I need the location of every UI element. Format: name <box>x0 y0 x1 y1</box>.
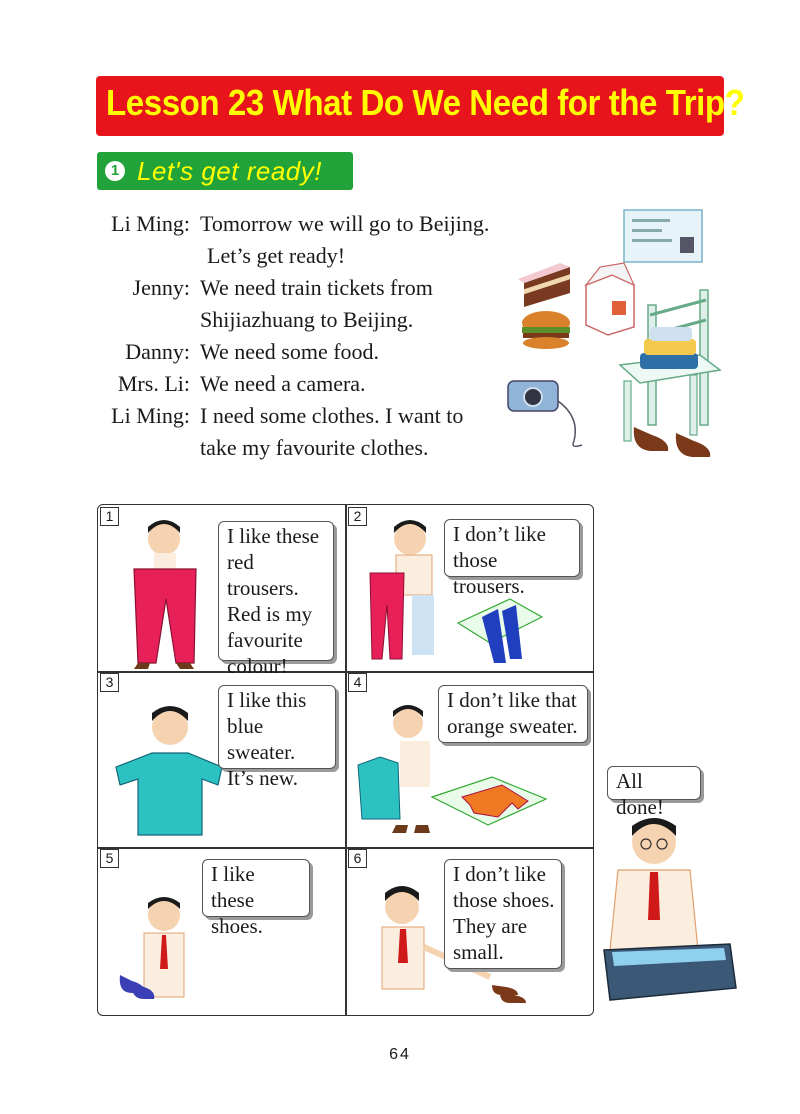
train-ticket-icon <box>624 210 702 262</box>
speech-text: I need some clothes. I want to <box>200 403 464 428</box>
boy-packing-suitcase <box>598 810 738 1006</box>
trip-items-illustration <box>500 205 740 475</box>
section-heading <box>97 152 353 190</box>
panel-number: 2 <box>348 507 367 526</box>
bubble-text: colour! <box>227 654 288 678</box>
bubble-text: I don’t like that <box>447 688 577 712</box>
page-number: 64 <box>389 1046 411 1063</box>
bubble-text: It’s new. <box>227 766 298 790</box>
speech-bubble <box>218 521 334 678</box>
panel-number: 5 <box>100 849 119 868</box>
bubble-text: those shoes. <box>453 888 555 912</box>
bubble-text: I don’t like <box>453 522 546 546</box>
bubble-text: All done! <box>616 769 664 819</box>
speaker-name: Li Ming: <box>111 211 190 236</box>
bubble-text: They are <box>453 914 528 938</box>
speech-text: Tomorrow we will go to Beijing. <box>200 211 490 236</box>
panel-number: 4 <box>348 673 367 692</box>
panel-number: 3 <box>100 673 119 692</box>
panel-number: 1 <box>100 507 119 526</box>
speech-text: We need train tickets from <box>200 275 433 300</box>
speaker-name: Mrs. Li: <box>117 371 190 396</box>
bubble-text: orange sweater. <box>447 714 578 738</box>
comic-panels <box>97 504 594 1016</box>
bubble-text: those trousers. <box>453 548 525 598</box>
speech-bubble <box>444 519 580 598</box>
bubble-text: favourite <box>227 628 303 652</box>
speaker-name: Li Ming: <box>111 403 190 428</box>
bubble-text: I like these <box>211 862 255 912</box>
dialogue-line <box>0 336 520 368</box>
speech-text: We need a camera. <box>200 371 366 396</box>
dialogue-line <box>0 368 520 400</box>
hamburger-icon <box>522 311 570 349</box>
boy-holding-shoes <box>114 895 214 1013</box>
dialogue-line <box>0 240 520 272</box>
dialogue-line <box>0 208 520 240</box>
dialogue <box>0 208 520 464</box>
speech-text: take my favourite clothes. <box>200 435 429 460</box>
boy-holding-blue-sweater <box>108 701 228 841</box>
speech-text: Shijiazhuang to Beijing. <box>200 307 414 332</box>
speaker-name: Jenny: <box>132 275 190 300</box>
panel-divider <box>98 847 593 849</box>
brown-shoes-icon <box>634 427 710 457</box>
speech-text: Let’s get ready! <box>207 243 346 268</box>
bubble-text: blue sweater. <box>227 714 296 764</box>
camera-icon <box>508 381 582 446</box>
bubble-text: I don’t like <box>453 862 546 886</box>
bubble-text: shoes. <box>211 914 263 938</box>
speech-bubble <box>202 859 310 938</box>
section-title: Let's get ready! <box>137 156 322 186</box>
panel-divider <box>98 671 593 673</box>
bubble-text: I like this <box>227 688 307 712</box>
bubble-text: Red is my <box>227 602 313 626</box>
milk-carton-icon <box>586 263 634 335</box>
speaker-name: Danny: <box>125 339 190 364</box>
dialogue-line <box>0 304 520 336</box>
speech-bubble <box>218 685 336 790</box>
lesson-title: Lesson 23 What Do We Need for the Trip? <box>106 82 745 123</box>
boy-holding-red-trousers <box>120 513 220 671</box>
speech-text: We need some food. <box>200 339 380 364</box>
panel-divider <box>345 505 347 1015</box>
section-number: 1 <box>105 161 125 181</box>
dialogue-line <box>0 400 520 432</box>
cake-icon <box>518 263 570 307</box>
speech-bubble <box>444 859 562 969</box>
panel-number: 6 <box>348 849 367 868</box>
bubble-text: red trousers. <box>227 550 299 600</box>
lesson-banner <box>96 76 745 136</box>
bubble-text: I like these <box>227 524 320 548</box>
dialogue-line <box>0 432 520 464</box>
speech-bubble <box>438 685 588 743</box>
bubble-text: small. <box>453 940 504 964</box>
dialogue-line <box>0 272 520 304</box>
speech-bubble-all-done <box>607 766 701 819</box>
